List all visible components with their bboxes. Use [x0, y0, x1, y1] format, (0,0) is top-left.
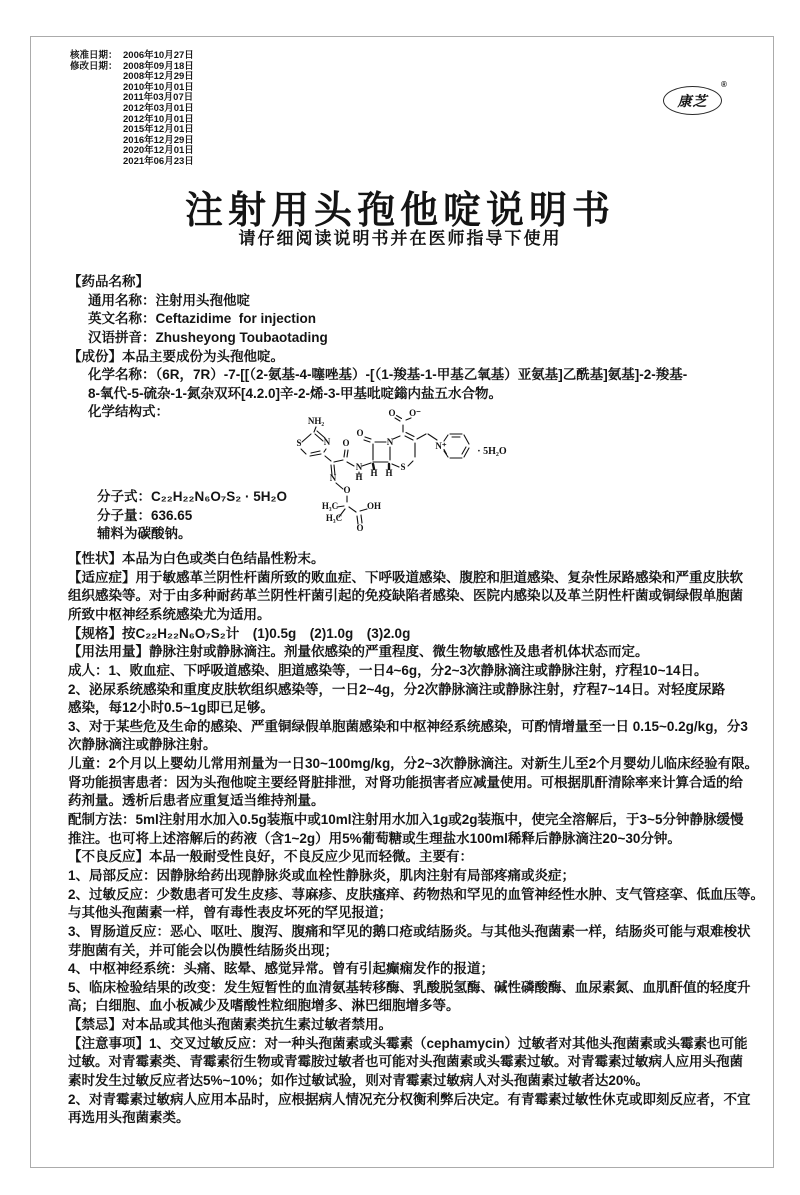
atom-label: O — [356, 523, 364, 533]
body-line: 肾功能损害患者：因为头孢他啶主要经肾脏排泄，对肾功能损害者应减量使用。可根据肌酐清除率来计算合适的给 — [68, 774, 743, 790]
body-line: 素时发生过敏反应者达5%~10%；如作过敏试验，则对青霉素过敏病人对头孢菌素过敏者达20%。 — [68, 1072, 649, 1088]
body-line: 化学结构式： — [88, 404, 169, 420]
body-line: 辅料为碳酸钠。 — [97, 526, 192, 542]
body-line: 【成份】本品主要成份为头孢他啶。 — [68, 348, 284, 364]
atom-label: NH₂ — [307, 416, 325, 426]
hydrate-label: · 5H₂O — [477, 446, 507, 457]
revised-date-row — [70, 104, 194, 115]
body-line: 2、过敏反应：少数患者可发生皮疹、荨麻疹、皮肤瘙痒、药物热和罕见的血管神经性水肿、支气管痉挛、低血压等。 — [68, 886, 765, 902]
registered-trademark-icon: ® — [721, 80, 727, 89]
approved-date-label: 核准日期： — [70, 50, 118, 61]
atom-label: O — [343, 485, 351, 495]
atom-label: N — [329, 473, 337, 483]
body-line: 再选用头孢菌素类。 — [68, 1110, 190, 1126]
body-line: 8-氧代-5-硫杂-1-氮杂双环[4.2.0]辛-2-烯-3-甲基吡啶鎓内盐五水合物。 — [88, 385, 503, 401]
body-text — [68, 273, 763, 1128]
dates-block — [70, 51, 194, 168]
body-line: 【规格】按C₂₂H₂₂N₆O₇S₂计 (1)0.5g (2)1.0g (3)2.0g — [68, 625, 411, 641]
body-line: 所致中枢神经系统感染尤为适用。 — [68, 606, 271, 622]
kangzhi-logo-text: 康芝 — [677, 93, 708, 110]
body-line: 3、胃肠道反应：恶心、呕吐、腹泻、腹痛和罕见的鹅口疮或结肠炎。与其他头孢菌素一样，结肠炎可能与艰难梭状 — [68, 923, 751, 939]
atom-label: H₃C — [321, 501, 339, 511]
page-title: 注射用头孢他啶说明书 — [184, 190, 615, 232]
atom-label: S — [296, 438, 302, 448]
body-line: 1、局部反应：因静脉给药出现静脉炎或血栓性静脉炎，肌肉注射有局部疼痛或炎症； — [68, 867, 576, 883]
body-line: 【药品名称】 — [68, 274, 149, 289]
atom-label: N — [355, 462, 363, 472]
atom-label: O⁻ — [409, 408, 421, 418]
body-line: 分子式：C₂₂H₂₂N₆O₇S₂ · 5H₂O — [97, 489, 288, 505]
atom-label: N — [323, 437, 331, 447]
revised-date: 2012年03月01日 — [123, 102, 194, 114]
atom-label: N⁺ — [435, 441, 447, 451]
page-subtitle: 请仔细阅读说明书并在医师指导下使用 — [238, 229, 562, 248]
body-line: 儿童：2个月以上婴幼儿常用剂量为一日30~100mg/kg，分2~3次静脉滴注。对新生儿至2个月婴幼儿临床经验有限。 — [68, 756, 759, 772]
chemical-structure-diagram — [283, 408, 513, 548]
kangzhi-logo — [663, 86, 722, 115]
atom-label: H₃C — [325, 513, 343, 523]
body-line: 过敏。对青霉素类、青霉素衍生物或青霉胺过敏者也可能对头孢菌素或头霉素过敏。对青霉素过敏病人应用头孢菌 — [68, 1054, 743, 1070]
body-line: 【禁忌】对本品或其他头孢菌素类抗生素过敏者禁用。 — [68, 1017, 392, 1033]
body-line: 2、泌尿系统感染和重度皮肤软组织感染等，一日2~4g，分2次静脉滴注或静脉注射，疗程7~14日。对轻度尿路 — [68, 681, 726, 697]
revised-date: 2008年09月18日 — [123, 60, 194, 72]
atom-label: OH — [366, 501, 382, 511]
body-line: 5、临床检验结果的改变：发生短暂性的血清氨基转移酶、乳酸脱氢酶、碱性磷酸酶、血尿素氮、血肌酐值的轻度升 — [68, 979, 751, 995]
revised-date-row — [70, 157, 194, 168]
body-line: 汉语拼音：Zhusheyong Toubaotading — [88, 329, 328, 345]
atom-label: O — [388, 408, 396, 418]
atom-label: O — [356, 428, 364, 438]
body-line: 次静脉滴注或静脉注射。 — [68, 737, 217, 753]
body-line: 【不良反应】本品一般耐受性良好，不良反应少见而轻微。主要有： — [68, 849, 473, 865]
approved-date-row — [70, 51, 194, 62]
body-line: 【性状】本品为白色或类白色结晶性粉末。 — [68, 551, 325, 567]
revised-date: 2016年12月29日 — [123, 134, 194, 146]
body-line: 英文名称：Ceftazidime for injection — [88, 311, 317, 327]
body-line: 【适应症】用于敏感革兰阴性杆菌所致的败血症、下呼吸道感染、腹腔和胆道感染、复杂性尿路感染和严重皮肤软 — [68, 569, 743, 585]
body-line: 芽胞菌有关，并可能会以伪膜性结肠炎出现； — [68, 942, 338, 958]
atom-label: N — [386, 437, 394, 447]
body-line: 配制方法：5ml注射用水加入0.5g装瓶中或10ml注射用水加入1g或2g装瓶中，使完全溶解后，于3~5分钟静脉缓慢 — [68, 812, 744, 828]
revised-date: 2008年12月29日 — [123, 71, 194, 83]
atom-label: H — [370, 468, 378, 478]
body-line: 推注。也可将上述溶解后的药液（含1~2g）用5%葡萄糖或生理盐水100ml稀释后静脉滴注20~30分钟。 — [68, 830, 681, 846]
atom-label: H — [355, 472, 363, 482]
revised-date: 2015年12月01日 — [123, 124, 194, 136]
body-line: 与其他头孢菌素一样，曾有毒性表皮坏死的罕见报道； — [68, 905, 392, 921]
body-line: 高；白细胞、血小板减少及嗜酸性粒细胞增多、淋巴细胞增多等。 — [68, 998, 460, 1014]
approved-date-value: 2006年10月27日 — [123, 50, 194, 61]
ceftazidime-structure-icon — [283, 408, 513, 548]
body-line: 【注意事项】1、交叉过敏反应：对一种头孢菌素或头霉素（cephamycin）过敏者对其他头孢菌素或头霉素也可能 — [68, 1035, 748, 1051]
atom-label: H — [385, 468, 393, 478]
body-line: 【用法用量】静脉注射或静脉滴注。剂量依感染的严重程度、微生物敏感性及患者机体状态而定。 — [68, 644, 649, 660]
body-line: 通用名称：注射用头孢他啶 — [88, 292, 250, 308]
body-line: 感染，每12小时0.5~1g即已足够。 — [68, 700, 274, 716]
body-line: 化学名称：（6R，7R）-7-[[（2-氨基-4-噻唑基）-[（1-羧基-1-甲基乙氧基）亚氨基]乙酰基]氨基]-2-羧基- — [88, 367, 688, 383]
body-line: 药剂量。透析后患者应重复适当维持剂量。 — [68, 793, 325, 809]
body-line: 3、对于某些危及生命的感染、严重铜绿假单胞菌感染和中枢神经系统感染，可酌情增量至一日 0.15~0.2g/kg，分3 — [68, 718, 748, 734]
revised-date: 2010年10月01日 — [123, 81, 194, 93]
body-line: 4、中枢神经系统：头痛、眩晕、感觉异常。曾有引起癫痫发作的报道； — [68, 961, 495, 977]
atom-label: S — [400, 462, 406, 472]
revised-date: 2020年12月01日 — [123, 145, 194, 157]
body-line: 分子量：636.65 — [97, 507, 193, 523]
revised-date-label: 修改日期： — [70, 60, 118, 72]
revised-date: 2021年06月23日 — [123, 155, 194, 167]
body-line: 2、对青霉素过敏病人应用本品时，应根据病人情况充分权衡利弊后决定。有青霉素过敏性休克或即刻反应者，不宜 — [68, 1091, 751, 1107]
body-line: 组织感染等。对于由多种耐药革兰阴性杆菌引起的免疫缺陷者感染、医院内感染以及革兰阴性杆菌或铜绿假单胞菌 — [68, 588, 743, 604]
revised-date: 2012年10月01日 — [123, 113, 194, 125]
atom-label: O — [342, 438, 350, 448]
revised-date: 2011年03月07日 — [123, 92, 194, 104]
body-line: 成人：1、败血症、下呼吸道感染、胆道感染等，一日4~6g，分2~3次静脉滴注或静脉注射，疗程10~14日。 — [68, 662, 708, 678]
